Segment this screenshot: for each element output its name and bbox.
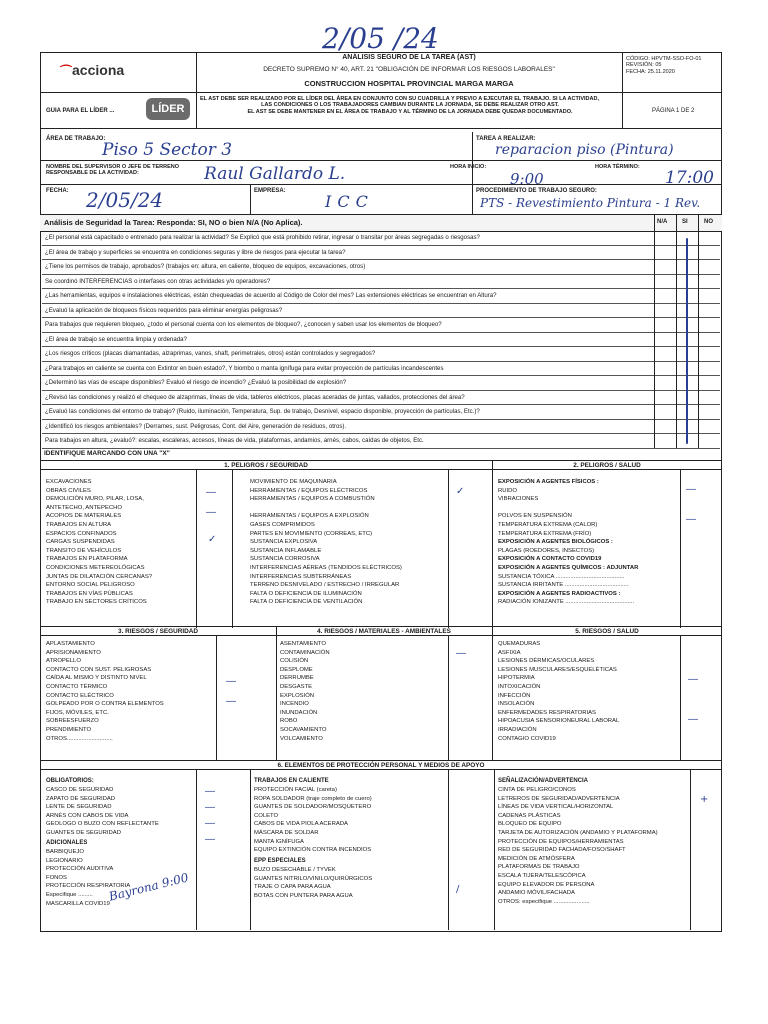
list-item: EXPOSICIÓN A AGENTES RADIOACTIVOS : bbox=[498, 590, 621, 597]
analysis-question-row bbox=[42, 347, 720, 362]
epp-obligatorios-title: OBLIGATORIOS: bbox=[46, 778, 94, 784]
analysis-question-row bbox=[42, 231, 720, 246]
section-4-header: 4. RIESGOS / MATERIALES - AMBIENTALES bbox=[276, 626, 492, 636]
check-mark-icon: ― bbox=[206, 507, 216, 518]
analysis-question-text: ¿Identificó los riesgos ambientales? (Derrames, sust. Peligrosas, Cont. del Aire, generación de residuos, otros). bbox=[45, 422, 347, 430]
list-item: FALTA O DEFICIENCIA DE ILUMINACIÓN bbox=[250, 590, 362, 597]
list-item: RADIACIÓN IONIZANTE .......................................... bbox=[498, 599, 635, 606]
list-item: CONDICIONES METEREOLÓGICAS bbox=[46, 564, 145, 571]
list-item: MÁSCARA DE SOLDAR bbox=[254, 829, 319, 836]
list-item: DEMOLICIÓN MURO, PILAR, LOSA, bbox=[46, 496, 144, 503]
list-item: DESPLOME bbox=[280, 666, 313, 673]
analysis-question-row bbox=[42, 304, 720, 319]
list-item: CINTA DE PELIGRO/CONOS bbox=[498, 787, 576, 793]
form-code: CÓDIGO: HPVTM-SSO-FO-01 REVISIÓN: 05 FECHA: 25.11.2020 bbox=[626, 56, 702, 75]
page-number: PÁGINA 1 DE 2 bbox=[652, 108, 695, 114]
list-item bbox=[250, 504, 460, 513]
list-item: IRRADIACIÓN bbox=[498, 726, 537, 733]
list-item: EQUIPO EXTINCIÓN CONTRA INCENDIOS bbox=[254, 847, 372, 854]
list-item: POLVOS EN SUSPENSIÓN bbox=[498, 513, 572, 520]
analysis-question-row bbox=[42, 391, 720, 406]
list-item: SUSTANCIA IRRITANTE ....................................... bbox=[498, 582, 629, 589]
list-item: EXPOSICIÓN A AGENTES FÍSICOS : bbox=[498, 479, 599, 485]
list-item: ASENTAMIENTO bbox=[280, 641, 326, 647]
list-item: TARJETA DE AUTORIZACIÓN (ANDAMIO Y PLATAFORMA) bbox=[498, 829, 658, 836]
list-item: HERRAMIENTAS / EQUIPOS A EXPLOSIÓN bbox=[250, 513, 369, 520]
list-item: CARGAS SUSPENDIDAS bbox=[46, 539, 115, 546]
project-name: CONSTRUCCION HOSPITAL PROVINCIAL MARGA MARGA bbox=[304, 79, 514, 88]
list-item: SOBREESFUERZO bbox=[46, 718, 99, 725]
procedure-value: PTS - Revestimiento Pintura - 1 Rev. bbox=[480, 196, 701, 210]
list-item: ZAPATO DE SEGURIDAD bbox=[46, 795, 116, 802]
list-item: GOLPEADO POR O CONTRA ELEMENTOS bbox=[46, 701, 164, 708]
list-item: MEDICIÓN DE ATMÓSFERA bbox=[498, 855, 575, 862]
list-item: SUSTANCIA CORROSIVA bbox=[250, 556, 320, 563]
list-item: LENTE DE SEGURIDAD bbox=[46, 804, 112, 811]
list-item bbox=[498, 504, 678, 513]
list-item: RUIDO bbox=[498, 487, 517, 494]
epp-especiales-title: EPP ESPECIALES bbox=[254, 858, 306, 864]
check-mark-icon: + bbox=[700, 794, 709, 805]
analysis-question-text: ¿El área de trabajo se encuentra limpia y ordenada? bbox=[45, 335, 187, 343]
list-item: GEOLOGO O BUZO CON REFLECTANTE bbox=[46, 821, 159, 828]
analysis-title: Análisis de Seguridad la Tarea: Responda: SI, NO o bien N/A (No Aplica). bbox=[44, 218, 303, 227]
list-item: HERRAMIENTAS / EQUIPOS ELÉCTRICOS bbox=[250, 487, 368, 494]
task-label: TAREA A REALIZAR: bbox=[476, 136, 536, 142]
list-item: EXPOSICIÓN A AGENTES QUÍMICOS : ADJUNTAR bbox=[498, 564, 639, 571]
decree-text: DECRETO SUPREMO N° 40, ART. 21 "OBLIGACIÓN DE INFORMAR LOS RIESGOS LABORALES" bbox=[263, 66, 555, 73]
procedure-label: PROCEDIMIENTO DE TRABAJO SEGURO: bbox=[476, 188, 597, 194]
list-item: CABOS DE VIDA PIOLA ACERADA bbox=[254, 821, 348, 828]
list-item: BLOQUEO DE EQUIPO bbox=[498, 821, 562, 828]
check-mark-icon: ✓ bbox=[208, 534, 217, 545]
section-2-header: 2. PELIGROS / SALUD bbox=[492, 460, 722, 470]
task-value: reparacion piso (Pintura) bbox=[495, 142, 674, 158]
si-column-handwritten-line bbox=[686, 238, 688, 444]
area-label: ÁREA DE TRABAJO: bbox=[46, 136, 106, 142]
company-label: EMPRESA: bbox=[254, 188, 286, 194]
guide-label: GUIA PARA EL LÍDER ... bbox=[46, 108, 115, 114]
list-item: BARBIQUEJO bbox=[46, 849, 84, 855]
list-item: CADENAS PLÁSTICAS bbox=[498, 812, 561, 819]
list-item: CAÍDA AL MISMO Y DISTINTO NIVEL bbox=[46, 675, 147, 682]
analysis-question-row bbox=[42, 318, 720, 333]
list-item: INSOLACIÓN bbox=[498, 701, 535, 708]
analysis-question-row bbox=[42, 260, 720, 275]
list-item: ANTETECHO, ANTEPECHO bbox=[46, 504, 122, 511]
section-3-header: 3. RIESGOS / SEGURIDAD bbox=[40, 626, 276, 636]
check-mark-icon: ― bbox=[686, 484, 696, 495]
list-item: Especifique ......... bbox=[46, 891, 93, 898]
list-item: GASES COMPRIMIDOS bbox=[250, 521, 315, 528]
start-label: HORA INICIO: bbox=[450, 164, 487, 170]
list-item: CONTACTO TÉRMICO bbox=[46, 683, 108, 690]
list-item: INUNDACIÓN bbox=[280, 709, 318, 716]
list-item: QUEMADURAS bbox=[498, 641, 541, 647]
list-item: MASCARILLA COVID19 bbox=[46, 900, 110, 907]
area-value: Piso 5 Sector 3 bbox=[102, 140, 233, 160]
list-item: JUNTAS DE DILATACIÓN CERCANAS? bbox=[46, 573, 153, 580]
list-item: PROTECCIÓN RESPIRATORIA bbox=[46, 883, 131, 890]
analysis-question-text: ¿Tiene los permisos de trabajo, aprobados? (trabajos en: altura, en caliente, bloqueo de equipos, excavaciones, otros) bbox=[45, 263, 366, 270]
epp-obligatorios-list bbox=[46, 786, 196, 838]
peligros-salud-list bbox=[498, 478, 678, 607]
list-item: RED DE SEGURIDAD FACHADA/FOSO/SHAFT bbox=[498, 847, 626, 854]
list-item: ENTORNO SOCIAL PELIGROSO bbox=[46, 582, 135, 589]
end-label: HORA TÉRMINO: bbox=[595, 164, 640, 170]
list-item: ROPA SOLDADOR (traje completo de cuero) bbox=[254, 795, 372, 802]
check-mark-icon: ― bbox=[205, 818, 215, 829]
analysis-question-text: ¿El personal está capacitado o entrenado para realizar la actividad? Se Explicó que está prohibido retirar, ingresar o transitar por áreas segregadas o riesgosas? bbox=[45, 234, 480, 241]
list-item: ARNÉS CON CABOS DE VIDA bbox=[46, 812, 129, 819]
list-item: INTERFERENCIAS AÉREAS (TENDIDOS ELÉCTRICOS) bbox=[250, 564, 402, 571]
list-item: SUSTANCIA TÓXICA .......................................... bbox=[498, 573, 625, 580]
analysis-question-text: ¿Evaluó la aplicación de bloqueos físicos requeridos para eliminar energías peligrosas? bbox=[45, 306, 283, 314]
epp-caliente-list bbox=[254, 786, 444, 855]
section-1-header: 1. PELIGROS / SEGURIDAD bbox=[40, 460, 492, 470]
list-item: LEGIONARIO bbox=[46, 857, 83, 864]
list-item: CONTACTO ELÉCTRICO bbox=[46, 692, 114, 699]
list-item: PRENDIMIENTO bbox=[46, 726, 92, 733]
epp-senal-list bbox=[498, 786, 688, 906]
acciona-logo-icon: ⌒ bbox=[60, 64, 73, 78]
supervisor-label: NOMBRE DEL SUPERVISOR O JEFE DE TERRENO RESPONSABLE DE LA ACTIVIDAD: bbox=[46, 164, 180, 177]
list-item: TERRENO DESNIVELADO / ESTRECHO / IRREGULAR bbox=[250, 582, 400, 589]
lider-badge: LÍDER bbox=[146, 98, 190, 120]
list-item: ATROPELLO bbox=[46, 658, 81, 665]
epp-caliente-title: TRABAJOS EN CALIENTE bbox=[254, 778, 329, 784]
analysis-question-text: ¿Los riesgos críticos (placas diamantadas, alzaprimas, vanos, shaft, perimetrales, otros) están controlados y segregados? bbox=[45, 350, 376, 357]
analysis-question-text: Para trabajos que requieren bloqueo, ¿todo el personal cuenta con los elementos de bloqueo?, ¿conocen y saben usar los elementos de bloqueo? bbox=[45, 321, 442, 328]
list-item: MANTA IGNÍFUGA bbox=[254, 838, 304, 845]
list-item: COLETO bbox=[254, 812, 279, 819]
list-item: TRABAJO EN SECTORES CRÍTICOS bbox=[46, 599, 147, 606]
check-mark-icon: / bbox=[456, 884, 460, 895]
list-item: VOLCAMIENTO bbox=[280, 735, 323, 742]
fields-block bbox=[40, 132, 722, 214]
list-item: DESGASTE bbox=[280, 683, 313, 690]
list-item: LÍNEAS DE VIDA VERTICAL/HORIZONTAL bbox=[498, 804, 614, 811]
check-mark-icon: ― bbox=[205, 802, 215, 813]
list-item: TRAJE O CAPA PARA AGUA bbox=[254, 884, 331, 891]
list-item: ASFIXIA bbox=[498, 649, 521, 656]
list-item: PROTECCIÓN AUDITIVA bbox=[46, 866, 114, 873]
check-mark-icon: ― bbox=[205, 786, 215, 797]
list-item: APRISIONAMIENTO bbox=[46, 649, 101, 656]
list-item: FONOS bbox=[46, 874, 67, 881]
list-item: EXCAVACIONES bbox=[46, 479, 92, 485]
section-6-header: 6. ELEMENTOS DE PROTECCIÓN PERSONAL Y MEDIOS DE APOYO bbox=[40, 760, 722, 770]
list-item: LESIONES MUSCULARES/ESQUELÉTICAS bbox=[498, 666, 617, 673]
epp-adicionales-title: ADICIONALES bbox=[46, 840, 88, 846]
list-item: TRABAJOS EN VÍAS PÚBLICAS bbox=[46, 590, 133, 597]
list-item: LETREROS DE SEGURIDAD/ADVERTENCIA bbox=[498, 795, 620, 802]
list-item: EQUIPO ELEVADOR DE PERSONA bbox=[498, 881, 595, 888]
list-item: TRABAJOS EN ALTURA bbox=[46, 521, 112, 528]
list-item: HIPOACUSIA SENSORIONEURAL LABORAL bbox=[498, 718, 620, 725]
list-item: OTROS: especifique ...................... bbox=[498, 898, 590, 905]
riesgos-seguridad-list bbox=[46, 640, 216, 743]
check-mark-icon: ― bbox=[688, 714, 698, 725]
supervisor-value: Raul Gallardo L. bbox=[204, 164, 346, 184]
analysis-question-row bbox=[42, 275, 720, 290]
epp-especiales-list bbox=[254, 866, 444, 900]
list-item: FIJOS, MÓVILES, ETC. bbox=[46, 709, 109, 716]
check-mark-icon: ― bbox=[456, 648, 466, 659]
peligros-seguridad-list-a bbox=[46, 478, 196, 607]
list-item: TRABAJOS EN PLATAFORMA bbox=[46, 556, 128, 563]
analysis-question-text: ¿Las herramientas, equipos e instalaciones eléctricas, están chequeadas de acuerdo al Código de Color del mes? Las extensiones eléctricas se encuentran en Altura? bbox=[45, 292, 497, 299]
list-item: APLASTAMIENTO bbox=[46, 641, 95, 647]
analysis-question-text: ¿Evaluó las condiciones del entorno de trabajo? (Ruido, iluminación, Temperatura, Sup. de trabajo, Desnivel, espacio disponible, proyección de partículas, Etc.)? bbox=[45, 408, 480, 415]
list-item: LESIONES DÉRMICAS/OCULARES bbox=[498, 658, 595, 665]
no-header: NO bbox=[704, 219, 713, 225]
list-item: FALTA O DEFICIENCIA DE VENTILACIÓN bbox=[250, 599, 363, 606]
analysis-question-row bbox=[42, 376, 720, 391]
handwritten-top-date: 2/05 /24 bbox=[322, 22, 439, 55]
list-item: EXPLOSIÓN bbox=[280, 692, 315, 699]
analysis-question-text: ¿Revisó las condiciones y realizó el chequeo de alzaprimas, líneas de vida, tableros eléctricos, placas aceradas de juntas, vallados, protecciones del área? bbox=[45, 393, 465, 401]
list-item: INFECCIÓN bbox=[498, 692, 531, 699]
list-item: GUANTES DE SOLDADOR/MOSQUETERO bbox=[254, 804, 372, 811]
list-item: CONTACTO CON SUST. PELIGROSAS bbox=[46, 666, 152, 673]
list-item: PROTECCIÓN DE EQUIPOS/HERRAMIENTAS bbox=[498, 838, 624, 845]
list-item: ESCALA TIJERA/TELESCÓPICA bbox=[498, 872, 586, 879]
list-item: CASCO DE SEGURIDAD bbox=[46, 787, 114, 793]
check-mark-icon: ― bbox=[206, 487, 216, 498]
list-item: SUSTANCIA INFLAMABLE bbox=[250, 547, 322, 554]
analysis-question-text: ¿El área de trabajo y superficies se encuentra en condiciones seguras y libre de riesgos para ejecutar la tarea? bbox=[45, 248, 346, 256]
list-item: GUANTES NITRILO/VINILO/QUIRÚRGICOS bbox=[254, 875, 373, 882]
analysis-question-text: ¿Determinó las vías de escape disponibles? Evaluó el riesgo de incendio? ¿Evaluó la posibilidad de explosión? bbox=[45, 379, 347, 386]
guide-row bbox=[40, 92, 722, 129]
analysis-question-text: Para trabajos en altura, ¿evaluó?: escalas, escaleras, accesos, líneas de vida, plataformas, andamios, arnés, cabos, caídas de objetos, Etc. bbox=[45, 437, 424, 444]
analysis-question-text: ¿Para trabajos en caliente se cuenta con Extintor en buen estado?, Y biombo o manta ignífuga para evitar proyección de partículas incandescentes bbox=[45, 364, 444, 372]
list-item: TEMPERATURA EXTREMA (FRÍO) bbox=[498, 530, 592, 537]
form-title: ANÁLISIS SEGURO DE LA TAREA (AST) bbox=[342, 54, 476, 61]
peligros-seguridad-list-b bbox=[250, 478, 460, 607]
list-item: COLISIÓN bbox=[280, 658, 309, 665]
epp-senal-title: SEÑALIZACIÓN/ADVERTENCIA bbox=[498, 778, 589, 784]
riesgos-salud-list bbox=[498, 640, 678, 743]
identify-label: IDENTIFIQUE MARCANDO CON UNA "X" bbox=[44, 450, 170, 457]
si-header: SI bbox=[682, 219, 688, 225]
list-item: SOCAVAMIENTO bbox=[280, 726, 327, 733]
header-block bbox=[40, 52, 722, 93]
list-item: PLAGAS (ROEDORES, INSECTOS) bbox=[498, 547, 595, 554]
list-item: HIPOTERMIA bbox=[498, 675, 535, 682]
na-header: N/A bbox=[657, 219, 668, 225]
analysis-question-row bbox=[42, 246, 720, 261]
analysis-question-row bbox=[42, 405, 720, 420]
list-item: MOVIMIENTO DE MAQUINARIA bbox=[250, 479, 337, 485]
list-item: VIBRACIONES bbox=[498, 496, 539, 503]
check-mark-icon: ― bbox=[226, 696, 236, 707]
check-mark-icon: ― bbox=[226, 676, 236, 687]
acciona-logo: ⌒acciona bbox=[60, 62, 125, 78]
list-item: HERRAMIENTAS / EQUIPOS A COMBUSTIÓN bbox=[250, 496, 375, 503]
analysis-question-row bbox=[42, 420, 720, 435]
list-item: GUANTES DE SEGURIDAD bbox=[46, 829, 121, 836]
analysis-question-text: Se coordinó INTERFERENCIAS o interfases con otras actividades y/o operadores? bbox=[45, 277, 271, 285]
list-item: ENFERMEDADES RESPIRATORIAS bbox=[498, 709, 596, 716]
list-item: TEMPERATURA EXTREMA (CALOR) bbox=[498, 521, 598, 528]
check-mark-icon: ― bbox=[688, 674, 698, 685]
instructions: EL AST DEBE SER REALIZADO POR EL LÍDER DEL ÁREA EN CONJUNTO CON SU CUADRILLA Y PREVIO A EJECUTAR EL TRABAJO. SI LA ACTIVIDAD, LAS CONDICIONES O LOS TRABAJADORES CAMBIAN DURANTE LA JORNADA, SE DEBE REALIZAR OTRO AST. EL AST SE DEBE MANTENER EN EL ÁREA DE TRABAJO Y AL TÉRMINO DE LA JORNADA DEBE QUEDAR DOCUMENTADO. bbox=[200, 96, 599, 115]
date-value: 2/05/24 bbox=[86, 188, 164, 212]
list-item: OBRAS CIVILES bbox=[46, 487, 91, 494]
list-item: INCENDIO bbox=[280, 701, 309, 708]
list-item: ROBO bbox=[280, 718, 298, 725]
start-value: 9:00 bbox=[510, 170, 544, 188]
list-item: INTOXICACIÓN bbox=[498, 683, 541, 690]
analysis-question-row bbox=[42, 289, 720, 304]
list-item: DERRUMBE bbox=[280, 675, 314, 682]
riesgos-materiales-list bbox=[280, 640, 440, 743]
handwritten-signature-note: Bayrona 9:00 bbox=[107, 870, 190, 904]
list-item: PARTES EN MOVIMIENTO (CORREAS, ETC) bbox=[250, 530, 373, 537]
list-item: BUZO DESECHABLE / TYVEK bbox=[254, 867, 336, 873]
list-item: PROTECCIÓN FACIAL (careta) bbox=[254, 787, 337, 793]
analysis-question-row bbox=[42, 434, 720, 449]
section-5-header: 5. RIESGOS / SALUD bbox=[492, 626, 722, 636]
list-item: CONTAGIO COVID19 bbox=[498, 735, 556, 742]
list-item: ESPACIOS CONFINADOS bbox=[46, 530, 117, 537]
list-item: PLATAFORMAS DE TRABAJO bbox=[498, 864, 580, 871]
list-item: ACOPIOS DE MATERIALES bbox=[46, 513, 122, 520]
end-value: 17:00 bbox=[665, 168, 714, 188]
analysis-header bbox=[40, 214, 722, 232]
list-item: CONTAMINACIÓN bbox=[280, 649, 330, 656]
list-item: OTROS............................ bbox=[46, 735, 113, 742]
check-mark-icon: ― bbox=[686, 514, 696, 525]
list-item: SUSTANCIA EXPLOSIVA bbox=[250, 539, 318, 546]
list-item: INTERFERENCIAS SUBTERRÁNEAS bbox=[250, 573, 352, 580]
list-item: BOTAS CON PUNTERA PARA AGUA bbox=[254, 892, 353, 899]
check-mark-icon: ✓ bbox=[456, 486, 465, 497]
analysis-question-row bbox=[42, 333, 720, 348]
list-item: EXPOSICIÓN A AGENTES BIOLÓGICOS : bbox=[498, 539, 613, 546]
list-item: ANDAMIO MÓVIL/FACHADA bbox=[498, 890, 575, 897]
analysis-question-row bbox=[42, 362, 720, 377]
list-item: TRANSITO DE VEHÍCULOS bbox=[46, 547, 122, 554]
check-mark-icon: ― bbox=[205, 834, 215, 845]
company-value: ICC bbox=[325, 192, 374, 211]
date-label: FECHA: bbox=[46, 188, 69, 194]
list-item: EXPOSICIÓN A CONTACTO COVID19 bbox=[498, 556, 602, 563]
